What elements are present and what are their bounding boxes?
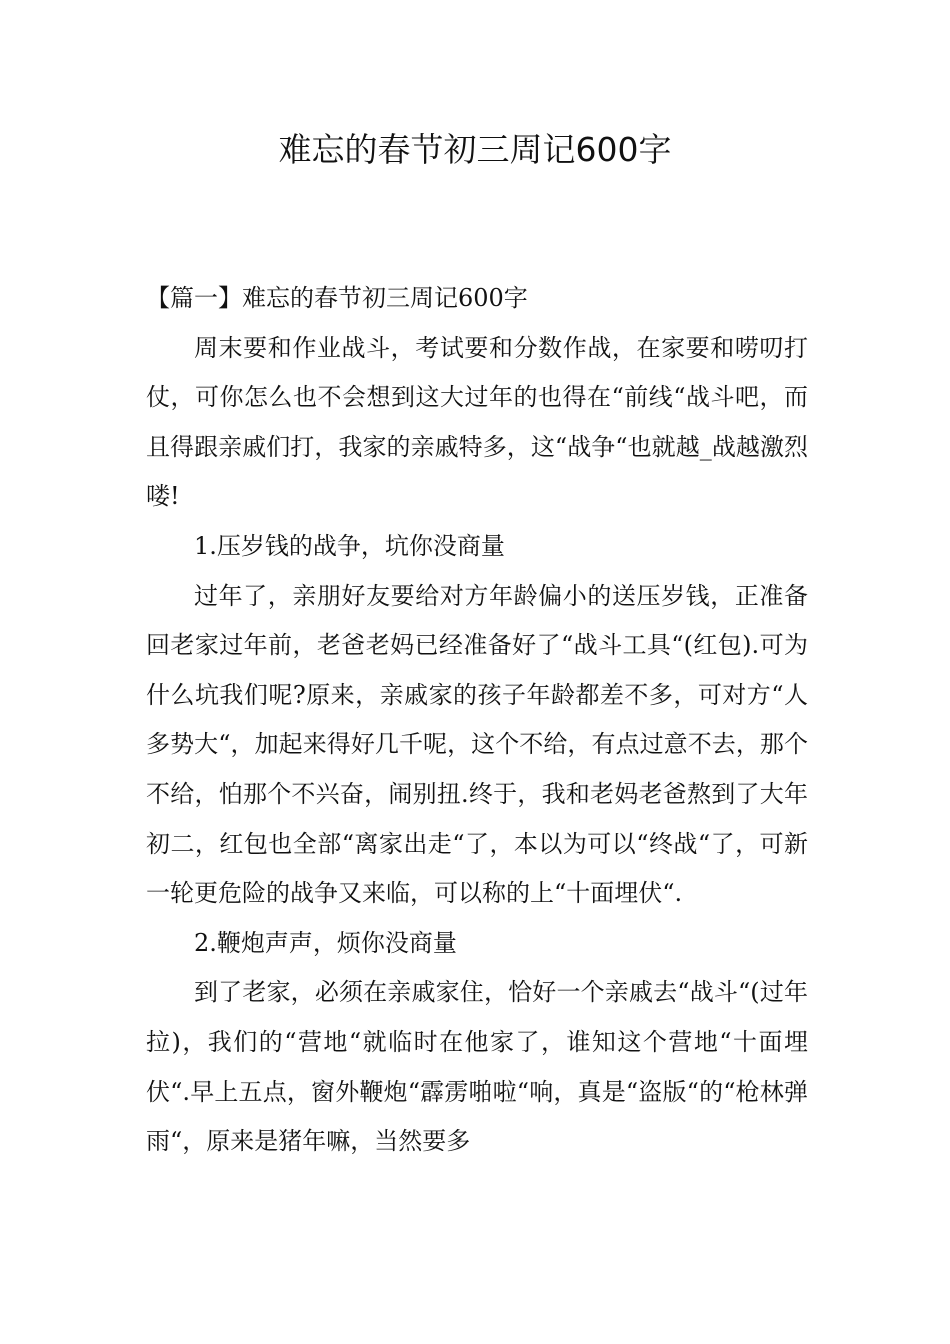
subheading-firecrackers: 2.鞭炮声声，烦你没商量 (194, 928, 457, 957)
paragraph-firecrackers: 到了老家，必须在亲戚家住，恰好一个亲戚去“战斗“(过年拉)，我们的“营地“就临时在他家了，谁知这个营地“十面埋伏“.早上五点，窗外鞭炮“霹雳啪啦“响，真是“盗版“的“枪林弹雨“，原来是猪年嘛，当然要多 (146, 978, 808, 1156)
document-body (146, 274, 808, 1167)
paragraph-red-envelope: 过年了，亲朋好友要给对方年龄偏小的送压岁钱，正准备回老家过年前，老爸老妈已经准备好了“战斗工具“(红包).可为什么坑我们呢?原来，亲戚家的孩子年龄都差不多，可对方“人多势大“，加起来得好几千呢，这个不给，有点过意不去，那个不给，怕那个不兴奋，闹别扭.终于，我和老妈老爸熬到了大年初二，红包也全部“离家出走“了，本以为可以“终战“了，可新一轮更危险的战争又来临，可以称的上“十面埋伏“. (146, 581, 808, 908)
section-heading: 【篇一】难忘的春节初三周记600字 (146, 284, 528, 312)
subheading-red-envelope: 1.压岁钱的战争，坑你没商量 (194, 531, 505, 560)
document-title: 难忘的春节初三周记600字 (278, 130, 672, 169)
paragraph-intro: 周末要和作业战斗，考试要和分数作战，在家要和唠叨打仗，可你怎么也不会想到这大过年的也得在“前线“战斗吧，而且得跟亲戚们打，我家的亲戚特多，这“战争“也就越_战越激烈喽! (146, 333, 808, 511)
